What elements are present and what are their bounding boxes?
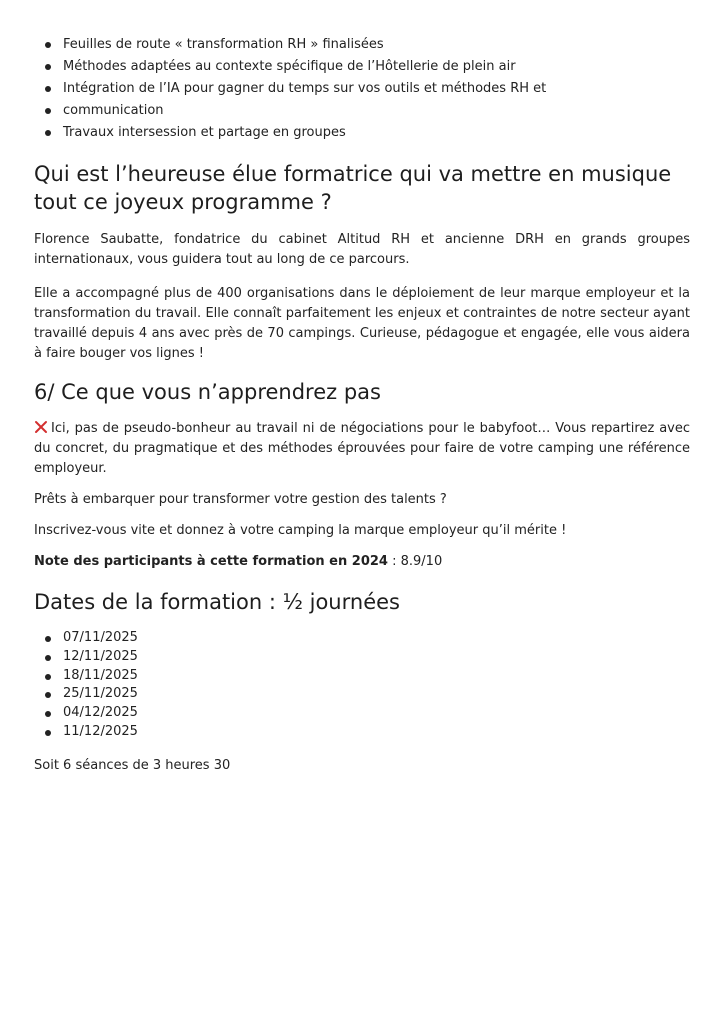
participant-rating xyxy=(34,552,690,572)
list-item: Travaux intersession et partage en groupes xyxy=(34,122,690,144)
not-learned-heading: 6/ Ce que vous n’apprendrez pas xyxy=(34,380,381,404)
date-item: 11/12/2025 xyxy=(34,723,690,742)
not-learned-paragraph xyxy=(34,419,690,479)
trainer-heading: Qui est l’heureuse élue formatrice qui va mettre en musique tout ce joyeux programme ? xyxy=(34,162,672,214)
rating-label: Note des participants à cette formation en 2024 xyxy=(34,554,388,569)
rating-value: : 8.9/10 xyxy=(387,554,443,569)
dates-heading: Dates de la formation : ½ journées xyxy=(34,590,400,614)
date-item: 18/11/2025 xyxy=(34,667,690,686)
call-to-action-signup: Inscrivez-vous vite et donnez à votre camping la marque employeur qu’il mérite ! xyxy=(34,523,567,538)
list-item: Feuilles de route « transformation RH » finalisées xyxy=(34,34,690,56)
not-learned-text: Ici, pas de pseudo-bonheur au travail ni de négociations pour le babyfoot… Vous repartirez avec du concret, du pragmatique et des méthodes éprouvées pour faire de votre camping une référence employeur. xyxy=(34,421,690,476)
list-item: communication xyxy=(34,100,690,122)
date-item: 04/12/2025 xyxy=(34,704,690,723)
trainer-paragraph-intro: Florence Saubatte, fondatrice du cabinet Altitud RH et ancienne DRH en grands groupes internationaux, vous guidera tout au long de ce parcours. xyxy=(34,232,690,267)
date-item: 07/11/2025 xyxy=(34,629,690,648)
intro-bullet-list xyxy=(34,34,690,144)
trainer-paragraph-experience: Elle a accompagné plus de 400 organisations dans le déploiement de leur marque employeur et la transformation du travail. Elle connaît parfaitement les enjeux et contraintes de notre secteur ayant travaillé depuis 4 ans avec près de 70 campings. Curieuse, pédagogue et engagée, elle vous aidera à faire bouger vos lignes ! xyxy=(34,286,690,361)
call-to-action-question: Prêts à embarquer pour transformer votre gestion des talents ? xyxy=(34,492,447,507)
date-item: 25/11/2025 xyxy=(34,685,690,704)
list-item: Intégration de l’IA pour gagner du temps sur vos outils et méthodes RH et xyxy=(34,78,690,100)
cross-icon xyxy=(34,420,48,434)
date-item: 12/11/2025 xyxy=(34,648,690,667)
dates-list xyxy=(34,629,690,742)
list-item: Méthodes adaptées au contexte spécifique de l’Hôtellerie de plein air xyxy=(34,56,690,78)
sessions-summary: Soit 6 séances de 3 heures 30 xyxy=(34,757,231,773)
